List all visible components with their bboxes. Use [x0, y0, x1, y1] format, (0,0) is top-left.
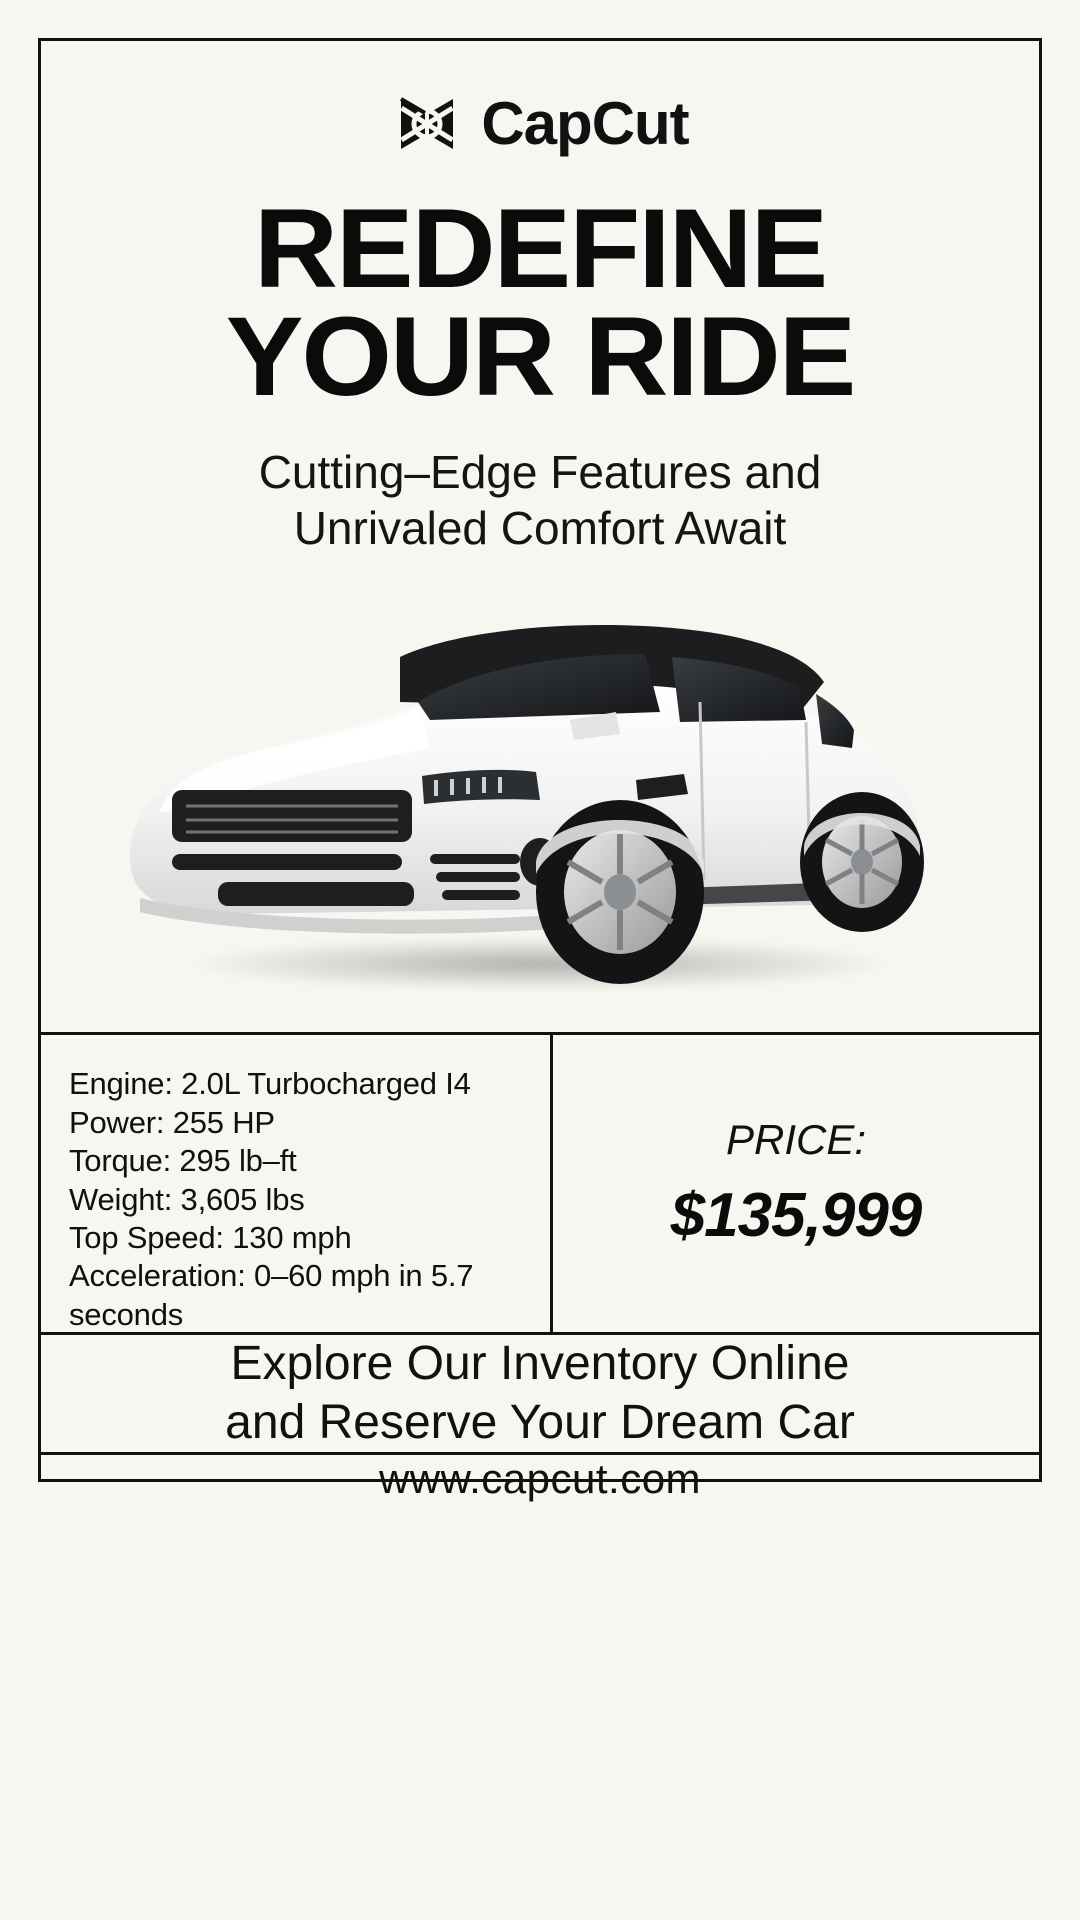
- cta-line-2: and Reserve Your Dream Car: [225, 1395, 855, 1449]
- spec-item: Acceleration: 0–60 mph in 5.7 seconds: [69, 1258, 474, 1332]
- website-url[interactable]: www.capcut.com: [378, 1455, 702, 1503]
- spec-item: Engine: 2.0L Turbocharged I4: [69, 1066, 471, 1102]
- spec-item: Top Speed: 130 mph: [69, 1220, 352, 1255]
- capcut-logo-icon: [391, 93, 463, 155]
- cta-banner: [41, 1332, 1039, 1452]
- spec-item: Torque: 295 lb–ft: [69, 1143, 297, 1179]
- specs-price-row: [41, 1032, 1039, 1332]
- price-block: [553, 1035, 1039, 1332]
- footer-url-bar: [41, 1452, 1039, 1503]
- spec-item: Weight: 3,605 lbs: [69, 1181, 305, 1217]
- poster-card: [38, 38, 1042, 1503]
- car-illustration: [100, 562, 980, 1032]
- headline-line-2: YOUR RIDE: [225, 293, 855, 419]
- cta-line-1: Explore Our Inventory Online: [230, 1337, 850, 1391]
- subheadline: [41, 444, 1039, 556]
- cta-text: [225, 1335, 855, 1452]
- subheadline-line-2: Unrivaled Comfort Await: [293, 502, 787, 555]
- price-label: PRICE:: [725, 1116, 867, 1164]
- brand-name: CapCut: [481, 90, 689, 157]
- price-value: $135,999: [670, 1181, 922, 1251]
- hero-image-area: [41, 562, 1039, 1032]
- spec-item: Power: 255 HP: [69, 1104, 275, 1140]
- headline-line-1: REDEFINE: [253, 186, 827, 311]
- spec-list: [41, 1035, 553, 1332]
- brand-lockup: [41, 90, 1039, 157]
- page-title: [21, 186, 1059, 419]
- subheadline-line-1: Cutting–Edge Features and: [258, 446, 822, 499]
